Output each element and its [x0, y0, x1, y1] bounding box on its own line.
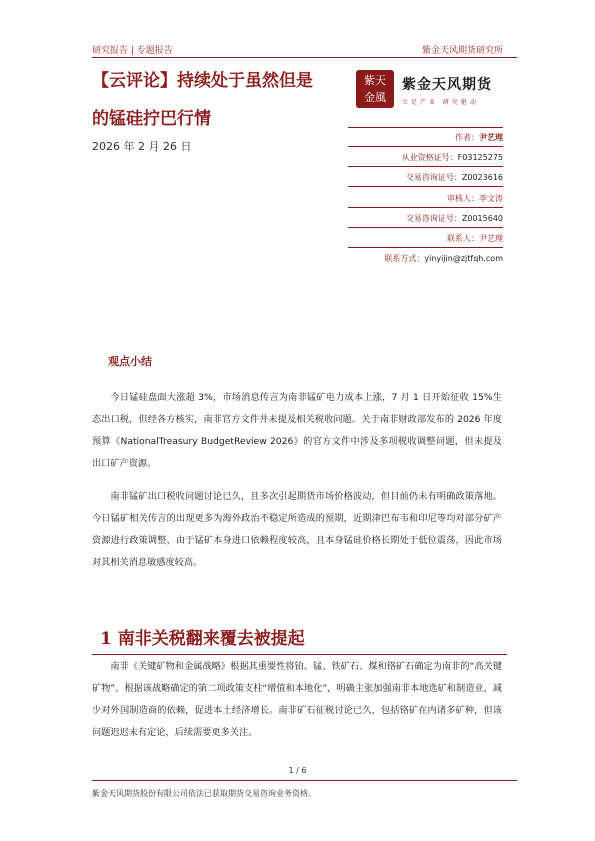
info-divider — [348, 227, 503, 228]
logo-subtitle: 立足产业 研究驱动 — [402, 99, 479, 106]
report-title-line1: 【云评论】持续处于虽然但是 — [92, 71, 313, 91]
contact-label: 联系人： — [447, 234, 479, 243]
header-left: 研究报告 | 专题报告 — [92, 46, 173, 56]
summary-paragraph-2: 南非锰矿出口税收问题讨论已久，且多次引起期货市场价格波动，但目前仍未有明确政策落地。今日锰矿相关传言的出现更多为海外政治不稳定所造成的预期，近期津巴布韦和印尼等均对部分矿产资源进行政策调整，由于锰矿本身进口依赖程度较高，且本身锰硅价格长期处于低位震荡，因此市场对其相关消息敏感度较高。 — [92, 491, 502, 568]
reviewer-row — [338, 193, 503, 204]
section-divider — [92, 654, 507, 655]
email-label: 联系方式： — [384, 254, 425, 263]
company-logo — [356, 70, 516, 114]
reviewer-consult-label: 交易咨询证号： — [405, 214, 462, 223]
info-divider — [348, 247, 503, 248]
page-number: 1 / 6 — [288, 766, 307, 775]
cert-row — [338, 152, 503, 163]
info-divider — [348, 146, 503, 147]
logo-seal — [356, 70, 394, 108]
seal-text-bottom: 金風 — [364, 91, 386, 104]
info-divider — [348, 207, 503, 208]
reviewer-consult-row — [338, 213, 503, 224]
section-1-heading: 1 南非关税翻来覆去被提起 — [100, 629, 305, 649]
reviewer-consult-number: Z0015640 — [461, 214, 503, 223]
author-name: 尹艺理 — [479, 133, 503, 142]
consult-row — [338, 172, 503, 183]
summary-title: 观点小结 — [108, 355, 152, 368]
summary-paragraph-1: 今日锰硅盘面大涨超 3%，市场消息传言为南非锰矿电力成本上涨，7 月 1 日开始征收 15%生态出口税，但经各方核实，南非官方文件并未提及相关税收问题。关于南非财政部发布的 2026 年度预算《NationalTreasury BudgetReview 2026》的官方文件中涉及多项税收调整问题，但未提及出口矿产资源。 — [92, 392, 502, 469]
cert-number: F03125275 — [457, 153, 503, 162]
contact-name: 尹艺理 — [479, 234, 503, 243]
reviewer-name: 李文涛 — [479, 194, 503, 203]
report-date: 2026 年 2 月 26 日 — [92, 140, 192, 153]
contact-row — [338, 233, 503, 244]
seal-text-top: 紫天 — [364, 74, 386, 87]
footer-divider — [92, 780, 517, 781]
author-label: 作者： — [455, 133, 479, 142]
consult-number: Z0023616 — [461, 173, 503, 182]
logo-name: 紫金天风期货 — [402, 77, 492, 93]
report-title-line2: 的锰硅拧巴行情 — [92, 109, 211, 129]
reviewer-label: 审核人： — [447, 194, 479, 203]
email-address[interactable]: yinyijin@zjtfqh.com — [424, 254, 503, 263]
info-divider — [348, 127, 503, 128]
header-right: 紫金天风期货研究所 — [421, 46, 503, 56]
header-divider — [92, 57, 517, 58]
author-row — [338, 132, 503, 143]
info-divider — [348, 166, 503, 167]
info-divider — [348, 186, 503, 187]
email-row — [338, 253, 503, 264]
footer-text: 紫金天风期货股份有限公司依法已获取期货交易咨询业务资格。 — [92, 789, 316, 798]
section-1-paragraph: 南非《关键矿物和金属战略》根据其重要性将铂、锰、铁矿石、煤和铬矿石确定为南非的“高关键矿物”。根据该战略确定的第二项政策支柱“增值和本地化”，明确主张加强南非本地选矿和制造业，减少对外国制造商的依赖，促进本土经济增长。南非矿石征税讨论已久，包括铬矿在内诸多矿种，但该问题迟迟未有定论，后续需要更多关注。 — [92, 661, 502, 738]
consult-label: 交易咨询证号： — [405, 173, 462, 182]
cert-label: 从业资格证号： — [401, 153, 458, 162]
